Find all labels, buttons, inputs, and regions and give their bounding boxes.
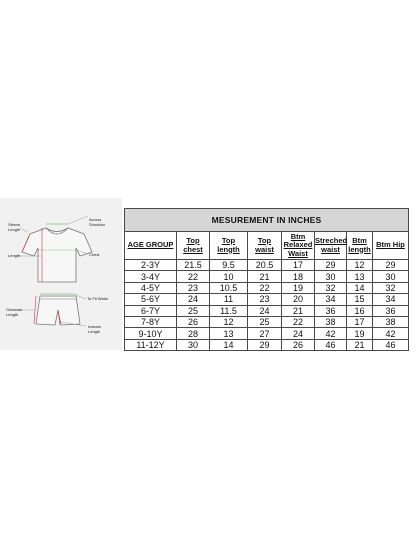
measurement-cell: 19 — [347, 328, 373, 339]
header-btm-relaxed-waist: Btm Relaxed Waist — [282, 232, 315, 260]
table-row — [125, 271, 409, 282]
measurement-cell: 23 — [177, 282, 210, 293]
measurement-cell: 21 — [248, 271, 282, 282]
table-title: MESUREMENT IN INCHES — [125, 209, 409, 232]
measurement-cell: 34 — [373, 294, 409, 305]
measurement-cell: 17 — [282, 260, 315, 271]
outseam-length-label: Outseam Length — [6, 307, 23, 317]
measurement-cell: 13 — [210, 328, 248, 339]
measurement-cell: 38 — [373, 316, 409, 327]
header-streched-waist: Streched waist — [315, 232, 347, 260]
header-top-waist: Top waist — [248, 232, 282, 260]
inseam-length-label: Inseam Length — [88, 324, 102, 334]
header-btm-length: Btm length — [347, 232, 373, 260]
measurement-cell: 30 — [373, 271, 409, 282]
header-top-chest: Top chest — [177, 232, 210, 260]
measurement-cell: 42 — [315, 328, 347, 339]
measurement-cell: 26 — [177, 316, 210, 327]
measurement-cell: 22 — [248, 282, 282, 293]
sleeve-length-label: Sleeve Length — [8, 222, 21, 232]
measurement-cell: 36 — [373, 305, 409, 316]
chest-label: Chest — [89, 252, 100, 257]
tshirt-outline — [22, 228, 92, 282]
measurement-cell: 20.5 — [248, 260, 282, 271]
size-chart-table — [124, 208, 409, 351]
measurement-cell: 17 — [347, 316, 373, 327]
measurement-cell: 28 — [177, 328, 210, 339]
age-group-cell: 3-4Y — [125, 271, 177, 282]
measurement-cell: 46 — [373, 339, 409, 350]
age-group-cell: 6-7Y — [125, 305, 177, 316]
measurement-cell: 11.5 — [210, 305, 248, 316]
age-group-cell: 9-10Y — [125, 328, 177, 339]
measurement-cell: 24 — [248, 305, 282, 316]
measurement-cell: 29 — [373, 260, 409, 271]
age-group-cell: 11-12Y — [125, 339, 177, 350]
measurement-cell: 11 — [210, 294, 248, 305]
measurement-cell: 15 — [347, 294, 373, 305]
measurement-cell: 32 — [373, 282, 409, 293]
measurement-cell: 38 — [315, 316, 347, 327]
length-label: Length — [8, 253, 21, 258]
measurement-cell: 14 — [347, 282, 373, 293]
age-group-cell: 7-8Y — [125, 316, 177, 327]
across-shoulder-label: Across Shoulder — [89, 217, 106, 227]
age-group-cell: 2-3Y — [125, 260, 177, 271]
measurement-cell: 21 — [347, 339, 373, 350]
measurement-cell: 12 — [210, 316, 248, 327]
table-row — [125, 328, 409, 339]
table-row — [125, 316, 409, 327]
to-fit-waist-label: To Fit Waist — [87, 296, 108, 301]
measurement-cell: 10 — [210, 271, 248, 282]
measurement-cell: 25 — [248, 316, 282, 327]
measurement-cell: 27 — [248, 328, 282, 339]
table-body — [125, 260, 409, 351]
measurement-cell: 26 — [282, 339, 315, 350]
measurement-cell: 22 — [282, 316, 315, 327]
age-group-cell: 5-6Y — [125, 294, 177, 305]
header-top-length: Top length — [210, 232, 248, 260]
age-group-cell: 4-5Y — [125, 282, 177, 293]
measurement-cell: 24 — [177, 294, 210, 305]
measurement-cell: 25 — [177, 305, 210, 316]
table-row — [125, 305, 409, 316]
table-row — [125, 339, 409, 350]
measurement-cell: 23 — [248, 294, 282, 305]
measurement-cell: 29 — [315, 260, 347, 271]
table-row — [125, 294, 409, 305]
table-row — [125, 282, 409, 293]
measurement-cell: 30 — [315, 271, 347, 282]
measurement-cell: 22 — [177, 271, 210, 282]
measurement-cell: 14 — [210, 339, 248, 350]
table-title-row — [125, 209, 409, 232]
measurement-cell: 30 — [177, 339, 210, 350]
measurement-cell: 21.5 — [177, 260, 210, 271]
measurement-cell: 24 — [282, 328, 315, 339]
measurement-cell: 13 — [347, 271, 373, 282]
measurement-cell: 19 — [282, 282, 315, 293]
measurement-cell: 21 — [282, 305, 315, 316]
measurement-cell: 32 — [315, 282, 347, 293]
measurement-cell: 18 — [282, 271, 315, 282]
measurement-cell: 12 — [347, 260, 373, 271]
measurement-diagram — [0, 198, 122, 350]
measurement-cell: 42 — [373, 328, 409, 339]
measurement-cell: 20 — [282, 294, 315, 305]
measurement-cell: 9.5 — [210, 260, 248, 271]
table-row — [125, 260, 409, 271]
table-header-row — [125, 232, 409, 260]
header-btm-hip: Btm Hip — [373, 232, 409, 260]
measurement-cell: 36 — [315, 305, 347, 316]
measurement-cell: 10.5 — [210, 282, 248, 293]
header-age-group: AGE GROUP — [125, 232, 177, 260]
measurement-cell: 34 — [315, 294, 347, 305]
measurement-cell: 46 — [315, 339, 347, 350]
measurement-cell: 16 — [347, 305, 373, 316]
measurement-cell: 29 — [248, 339, 282, 350]
